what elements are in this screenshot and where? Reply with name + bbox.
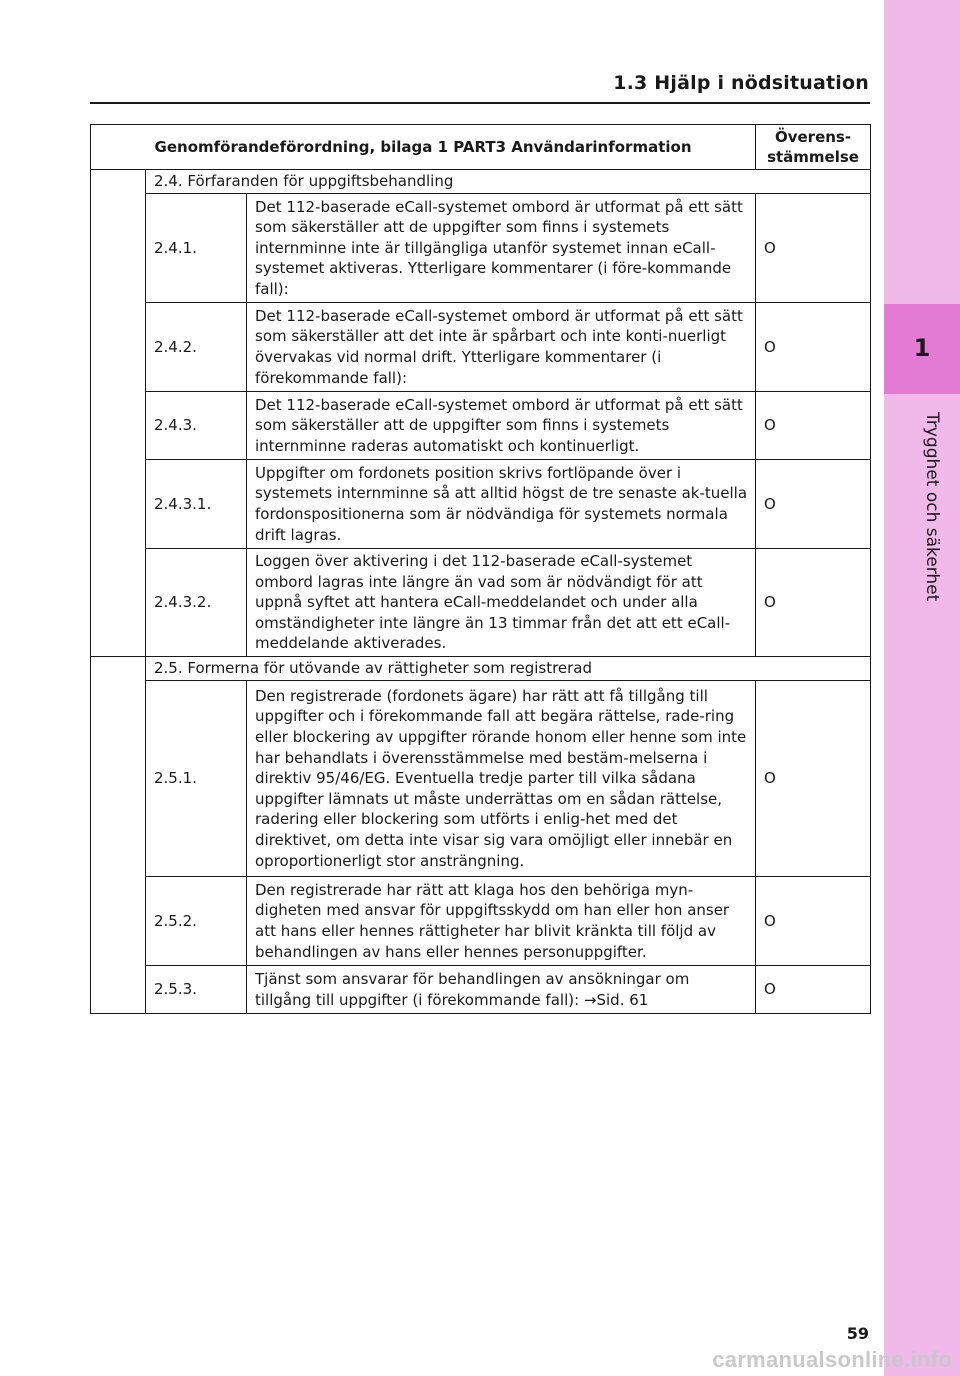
item-number-cell: 2.4.3.1. xyxy=(146,460,247,549)
table-row xyxy=(91,392,871,460)
item-number-cell: 2.4.1. xyxy=(146,194,247,303)
section-row xyxy=(91,170,871,194)
compliance-cell: O xyxy=(756,966,871,1014)
compliance-cell: O xyxy=(756,549,871,657)
item-number-cell: 2.5.1. xyxy=(146,681,247,877)
item-text-cell: Det 112-baserade eCall-systemet ombord är utformat på ett sätt som säkerställer att de uppgifter som finns i systemets internminne raderas automatiskt och kontinuerligt. xyxy=(247,392,756,460)
chapter-label: Trygghet och säkerhet xyxy=(922,412,942,602)
compliance-cell: O xyxy=(756,681,871,877)
item-text-cell: Den registrerade (fordonets ägare) har rätt att få tillgång till uppgifter och i förekommande fall att begära rättelse, rade-ring eller blockering av uppgifter rörande honom eller henne som inte har behandlats i överensstämmelse med bestäm-melserna i direktiv 95/46/EG. Eventuella tredje parter till vilka sådana uppgifter lämnats ut måste underrättas om en sådan rättelse, radering eller blockering som utförts i enlig-het med det direktivet, om detta inte visar sig vara omöjligt eller innebär en oproportionerligt stor ansträngning. xyxy=(247,681,756,877)
table-row xyxy=(91,549,871,657)
section-title-cell: 2.4. Förfaranden för uppgiftsbehandling xyxy=(146,170,871,194)
item-number-cell: 2.4.3. xyxy=(146,392,247,460)
table-row xyxy=(91,966,871,1014)
section-title-cell: 2.5. Formerna för utövande av rättigheter som registrerad xyxy=(146,657,871,681)
watermark-logo: carmanualsonline.info xyxy=(712,1347,952,1372)
header-divider xyxy=(90,102,870,104)
table-body xyxy=(91,170,871,1014)
table-header-row xyxy=(91,125,871,170)
indent-cell xyxy=(91,170,146,657)
compliance-table xyxy=(90,124,871,1014)
compliance-cell: O xyxy=(756,877,871,966)
table-row xyxy=(91,303,871,392)
page-number: 59 xyxy=(846,1324,869,1343)
item-number-cell: 2.5.3. xyxy=(146,966,247,1014)
section-title: 1.3 Hjälp i nödsituation xyxy=(613,72,869,94)
chapter-side-bar xyxy=(884,0,960,1376)
table-row xyxy=(91,460,871,549)
item-text-cell: Uppgifter om fordonets position skrivs fortlöpande över i systemets internminne så att alltid högst de tre senaste ak-tuella fordonspositionerna som är nödvändiga för systemets normala drift lagras. xyxy=(247,460,756,549)
regulation-heading: Genomförandeförordning, bilaga 1 PART3 Användarinformation xyxy=(91,125,756,170)
item-text-cell: Tjänst som ansvarar för behandlingen av ansökningar om tillgång till uppgifter (i förekommande fall): →Sid. 61 xyxy=(247,966,756,1014)
section-row xyxy=(91,657,871,681)
table-row xyxy=(91,877,871,966)
item-number-cell: 2.5.2. xyxy=(146,877,247,966)
table-row xyxy=(91,194,871,303)
item-number-cell: 2.4.2. xyxy=(146,303,247,392)
compliance-cell: O xyxy=(756,460,871,549)
compliance-heading-text: Överens- stämmelse xyxy=(767,128,859,166)
item-text-cell: Loggen över aktivering i det 112-baserade eCall-systemet ombord lagras inte längre än vad som är nödvändigt för att uppnå syftet att hantera eCall-meddelandet och under alla omständigheter inte längre än 13 timmar från det att ett eCall-meddelande aktiverades. xyxy=(247,549,756,657)
item-text-cell: Det 112-baserade eCall-systemet ombord är utformat på ett sätt som säkerställer att de uppgifter som finns i systemets internminne inte är tillgängliga utanför systemet innan eCall-systemet aktiveras. Ytterligare kommentarer (i före-kommande fall): xyxy=(247,194,756,303)
item-number-cell: 2.4.3.2. xyxy=(146,549,247,657)
table-row xyxy=(91,681,871,877)
item-text-cell: Det 112-baserade eCall-systemet ombord är utformat på ett sätt som säkerställer att det inte är spårbart och inte konti-nuerligt övervakas vid normal drift. Ytterligare kommentarer (i förekommande fall): xyxy=(247,303,756,392)
indent-cell xyxy=(91,657,146,1014)
compliance-cell: O xyxy=(756,303,871,392)
compliance-cell: O xyxy=(756,392,871,460)
compliance-heading xyxy=(756,125,871,170)
item-text-cell: Den registrerade har rätt att klaga hos den behöriga myn-digheten med ansvar för uppgiftsskydd om han eller hon anser att hans eller hennes rättigheter har blivit kränkta till följd av behandlingen av hans eller hennes personuppgifter. xyxy=(247,877,756,966)
chapter-number: 1 xyxy=(913,334,931,362)
compliance-cell: O xyxy=(756,194,871,303)
